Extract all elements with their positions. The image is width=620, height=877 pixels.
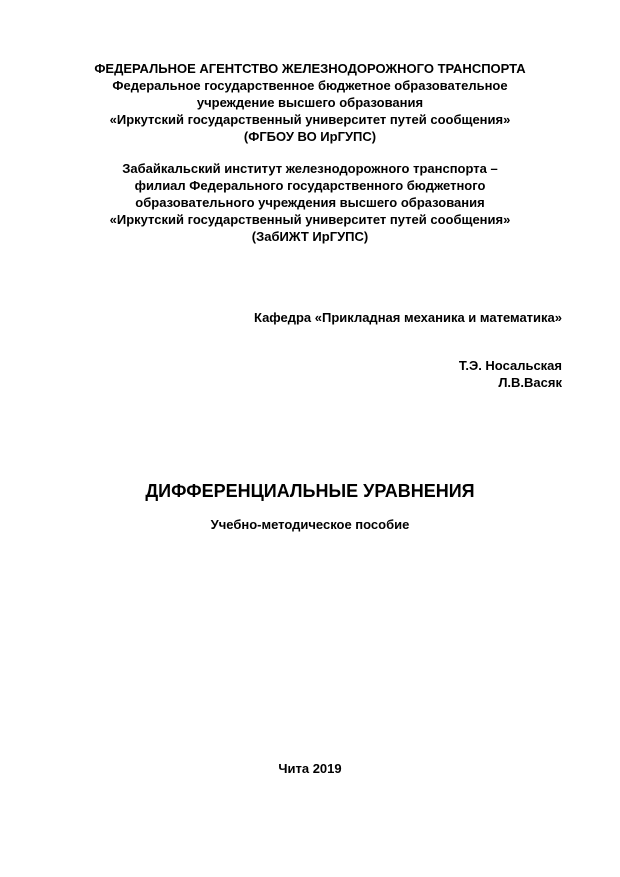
institute-line: Забайкальский институт железнодорожного транспорта – — [122, 161, 498, 176]
city-year: Чита 2019 — [278, 761, 342, 776]
document-subtitle: Учебно-методическое пособие — [210, 517, 410, 532]
agency-line: Федеральное государственное бюджетное образовательное — [112, 78, 508, 93]
agency-line: учреждение высшего образования — [196, 95, 424, 110]
agency-line: ФЕДЕРАЛЬНОЕ АГЕНТСТВО ЖЕЛЕЗНОДОРОЖНОГО ТРАНСПОРТА — [94, 61, 526, 76]
institute-line: (ЗабИЖТ ИрГУПС) — [251, 229, 369, 244]
institute-header — [0, 160, 620, 245]
department-name: Кафедра «Прикладная механика и математика» — [253, 310, 562, 325]
agency-line: «Иркутский государственный университет путей сообщения» — [109, 112, 511, 127]
author-name: Т.Э. Носальская — [458, 358, 562, 373]
author-name: Л.В.Васяк — [498, 375, 562, 390]
institute-line: образовательного учреждения высшего образования — [135, 195, 485, 210]
agency-header — [0, 60, 620, 145]
institute-line: «Иркутский государственный университет путей сообщения» — [109, 212, 511, 227]
institute-line: филиал Федерального государственного бюджетного — [134, 178, 486, 193]
authors-block — [459, 357, 562, 391]
agency-line: (ФГБОУ ВО ИрГУПС) — [243, 129, 377, 144]
document-title: ДИФФЕРЕНЦИАЛЬНЫЕ УРАВНЕНИЯ — [145, 481, 475, 501]
